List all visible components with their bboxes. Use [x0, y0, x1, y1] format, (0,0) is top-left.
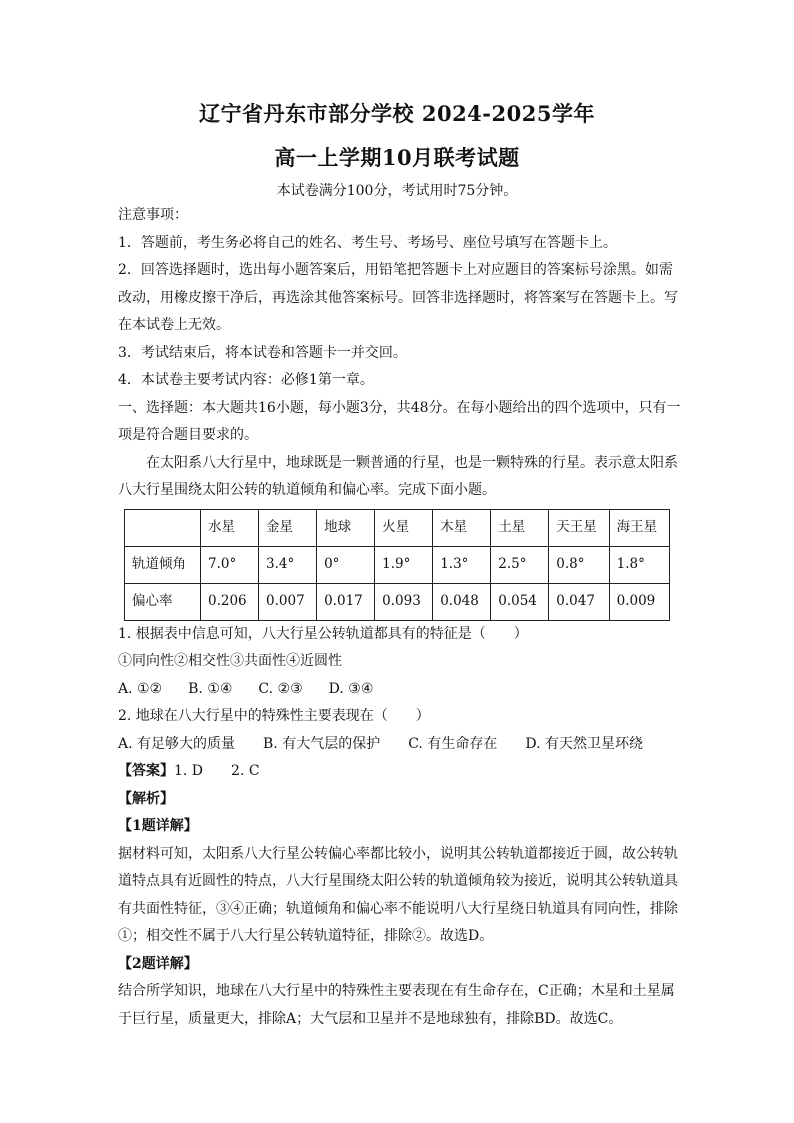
question-2-options	[118, 731, 684, 759]
table-row	[125, 583, 670, 620]
table-cell: 1.9°	[375, 546, 433, 583]
answer-values: 1. D 2. C	[174, 763, 260, 779]
q1-detail-text: 据材料可知，太阳系八大行星公转偏心率都比较小，说明其公转轨道都接近于圆，故公转轨道特点具有近圆性的特点，八大行星围绕太阳公转的轨道倾角较为接近，说明其公转轨道具有共面性特征，③④正确；轨道倾角和偏心率不能说明八大行星绕日轨道具有同向性，排除①；相交性不属于八大行星公转轨道特征，排除②。故选D。	[118, 845, 678, 944]
table-corner-cell	[125, 509, 201, 546]
table-cell: 0.093	[375, 583, 433, 620]
question-1-statement: ①同向性②相交性③共面性④近圆性	[118, 653, 342, 669]
table-header-cell: 木星	[433, 509, 491, 546]
table-cell: 2.5°	[491, 546, 549, 583]
table-header-cell: 火星	[375, 509, 433, 546]
material-text: 在太阳系八大行星中，地球既是一颗普通的行星，也是一颗特殊的行星。表示意太阳系八大行星围绕太阳公转的轨道倾角和偏心率。完成下面小题。	[118, 454, 678, 498]
question-1-options	[118, 676, 684, 704]
table-cell: 0.206	[201, 583, 259, 620]
question-1-stem: 1. 根据表中信息可知，八大行星公转轨道都具有的特征是（ ）	[118, 625, 528, 642]
table-cell: 0.007	[259, 583, 317, 620]
table-cell: 0°	[317, 546, 375, 583]
table-cell: 0.8°	[549, 546, 609, 583]
table-cell: 1.3°	[433, 546, 491, 583]
table-cell: 7.0°	[201, 546, 259, 583]
answer-label: 【答案】	[118, 763, 174, 779]
option-d: D. 有天然卫星环绕	[525, 735, 643, 752]
table-header-cell: 海王星	[609, 509, 669, 546]
table-row-label: 偏心率	[125, 583, 201, 620]
notice-heading: 注意事项：	[118, 207, 188, 223]
table-row-label: 轨道倾角	[125, 546, 201, 583]
notice-item-1: 1．答题前，考生务必将自己的姓名、考生号、考场号、座位号填写在答题卡上。	[118, 234, 617, 251]
exam-title-line2: 高一上学期10月联考试题	[274, 145, 520, 170]
option-a: A. ①②	[118, 680, 163, 697]
section-intro: 一、选择题：本大题共16小题，每小题3分，共48分。在每小题给出的四个选项中，只有一项是符合题目要求的。	[118, 399, 681, 443]
table-row	[125, 546, 670, 583]
exam-content	[118, 202, 684, 1033]
table-header-cell: 水星	[201, 509, 259, 546]
option-a: A. 有足够大的质量	[118, 735, 236, 752]
table-cell: 0.017	[317, 583, 375, 620]
planet-orbit-table	[124, 509, 670, 621]
table-cell: 0.009	[609, 583, 669, 620]
exam-title-line1: 辽宁省丹东市部分学校 2024-2025学年	[199, 101, 595, 126]
q1-detail-label: 【1题详解】	[118, 818, 198, 834]
question-2-stem: 2. 地球在八大行星中的特殊性主要表现在（ ）	[118, 708, 430, 724]
q2-detail-label: 【2题详解】	[118, 955, 198, 972]
table-cell: 0.054	[491, 583, 549, 620]
option-b: B. 有大气层的保护	[263, 735, 381, 752]
table-cell: 1.8°	[609, 546, 669, 583]
table-header-cell: 土星	[491, 509, 549, 546]
analysis-label: 【解析】	[118, 790, 174, 807]
table-cell: 0.047	[549, 583, 609, 620]
table-cell: 0.048	[433, 583, 491, 620]
notice-item-2: 2．回答选择题时，选出每小题答案后，用铅笔把答题卡上对应题目的答案标号涂黑。如需改动，用橡皮擦干净后，再选涂其他答案标号。回答非选择题时，将答案写在答题卡上。写在本试卷上无效。	[118, 262, 678, 333]
table-header-cell: 天王星	[549, 509, 609, 546]
table-header-cell: 地球	[317, 509, 375, 546]
notice-item-4: 4．本试卷主要考试内容：必修1第一章。	[118, 372, 374, 388]
q2-detail-text: 结合所学知识，地球在八大行星中的特殊性主要表现在有生命存在，C正确；木星和土星属于巨行星，质量更大，排除A；大气层和卫星并不是地球独有，排除BD。故选C。	[118, 983, 675, 1027]
option-c: C. ②③	[258, 680, 303, 697]
table-cell: 3.4°	[259, 546, 317, 583]
table-header-row	[125, 509, 670, 546]
option-c: C. 有生命存在	[408, 735, 498, 752]
notice-item-3: 3．考试结束后，将本试卷和答题卡一并交回。	[118, 344, 407, 361]
answer-line	[118, 758, 684, 786]
table-header-cell: 金星	[259, 509, 317, 546]
option-b: B. ①④	[188, 680, 233, 697]
exam-subtitle: 本试卷满分100分，考试用时75分钟。	[276, 183, 518, 199]
option-d: D. ③④	[328, 680, 374, 697]
